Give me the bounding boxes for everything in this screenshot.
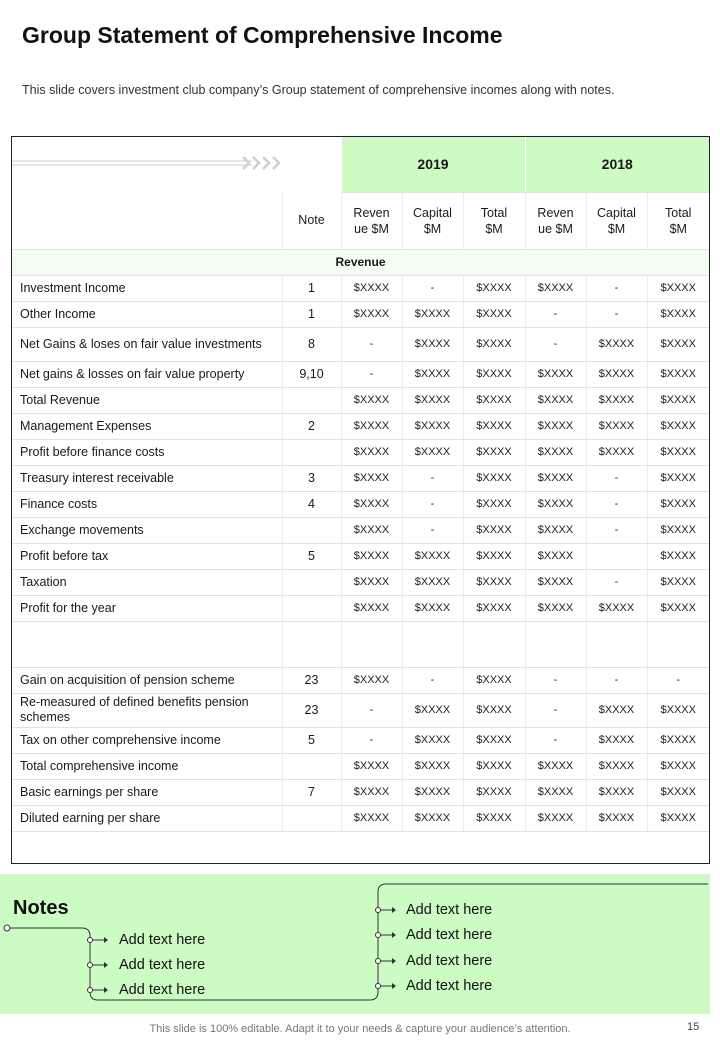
row-note: 2 bbox=[282, 413, 341, 439]
col-header-revenue-2019: Reven ue $M bbox=[341, 192, 402, 249]
row-value: - bbox=[525, 327, 586, 361]
row-value: - bbox=[402, 491, 463, 517]
row-label: Re-measured of defined benefits pension schemes bbox=[12, 693, 282, 727]
row-value: $XXXX bbox=[647, 413, 709, 439]
row-note: 23 bbox=[282, 667, 341, 693]
row-value: $XXXX bbox=[525, 543, 586, 569]
row-value: $XXXX bbox=[341, 779, 402, 805]
row-note: 3 bbox=[282, 465, 341, 491]
row-value: $XXXX bbox=[463, 543, 525, 569]
row-value: $XXXX bbox=[341, 491, 402, 517]
notes-left-item[interactable]: Add text here bbox=[119, 957, 206, 973]
row-label: Management Expenses bbox=[12, 413, 282, 439]
row-label: Taxation bbox=[12, 569, 282, 595]
row-note: 5 bbox=[282, 543, 341, 569]
row-value: $XXXX bbox=[586, 413, 647, 439]
row-value: $XXXX bbox=[525, 753, 586, 779]
decorative-arrow-cell bbox=[12, 137, 341, 192]
row-label: Total Revenue bbox=[12, 387, 282, 413]
row-value: - bbox=[341, 693, 402, 727]
notes-right-item[interactable]: Add text here bbox=[406, 902, 493, 918]
row-value: - bbox=[402, 667, 463, 693]
row-value: $XXXX bbox=[647, 387, 709, 413]
row-value: - bbox=[341, 361, 402, 387]
row-value: $XXXX bbox=[586, 387, 647, 413]
row-value: $XXXX bbox=[402, 327, 463, 361]
row-value: $XXXX bbox=[402, 301, 463, 327]
row-value: $XXXX bbox=[402, 387, 463, 413]
row-note: 1 bbox=[282, 301, 341, 327]
row-value: $XXXX bbox=[525, 569, 586, 595]
row-label: Diluted earning per share bbox=[12, 805, 282, 831]
row-label: Profit before tax bbox=[12, 543, 282, 569]
notes-connector-lines bbox=[0, 874, 720, 1014]
table-row bbox=[12, 693, 709, 727]
row-value: - bbox=[586, 667, 647, 693]
row-value: - bbox=[647, 667, 709, 693]
row-value: $XXXX bbox=[463, 491, 525, 517]
row-value: $XXXX bbox=[402, 439, 463, 465]
row-value: - bbox=[402, 275, 463, 301]
row-label: Net Gains & loses on fair value investments bbox=[12, 327, 282, 361]
table-row bbox=[12, 387, 709, 413]
row-note: 23 bbox=[282, 693, 341, 727]
row-value: - bbox=[586, 491, 647, 517]
row-value: $XXXX bbox=[463, 327, 525, 361]
row-note bbox=[282, 805, 341, 831]
row-note: 4 bbox=[282, 491, 341, 517]
row-value: $XXXX bbox=[463, 727, 525, 753]
row-value: $XXXX bbox=[525, 779, 586, 805]
row-value bbox=[525, 621, 586, 667]
table-row bbox=[12, 361, 709, 387]
row-value: $XXXX bbox=[525, 805, 586, 831]
row-value: - bbox=[525, 667, 586, 693]
row-value: $XXXX bbox=[402, 569, 463, 595]
notes-left-item[interactable]: Add text here bbox=[119, 932, 206, 948]
row-value: $XXXX bbox=[341, 387, 402, 413]
row-value: - bbox=[586, 275, 647, 301]
notes-right-item[interactable]: Add text here bbox=[406, 953, 493, 969]
row-value: $XXXX bbox=[586, 779, 647, 805]
row-value: - bbox=[525, 727, 586, 753]
row-value: $XXXX bbox=[341, 465, 402, 491]
row-note bbox=[282, 569, 341, 595]
row-note: 8 bbox=[282, 327, 341, 361]
row-value: $XXXX bbox=[463, 805, 525, 831]
table-row bbox=[12, 727, 709, 753]
row-value: $XXXX bbox=[402, 779, 463, 805]
col-header-capital-2018: Capital $M bbox=[586, 192, 647, 249]
row-value: $XXXX bbox=[525, 517, 586, 543]
row-value: $XXXX bbox=[647, 543, 709, 569]
row-label: Exchange movements bbox=[12, 517, 282, 543]
row-value: $XXXX bbox=[647, 569, 709, 595]
row-value: $XXXX bbox=[647, 327, 709, 361]
row-value bbox=[341, 621, 402, 667]
notes-right-item[interactable]: Add text here bbox=[406, 927, 493, 943]
col-header-capital-2019: Capital $M bbox=[402, 192, 463, 249]
row-value: $XXXX bbox=[402, 543, 463, 569]
table-row bbox=[12, 543, 709, 569]
table-row bbox=[12, 753, 709, 779]
row-value: $XXXX bbox=[463, 465, 525, 491]
row-value: - bbox=[402, 517, 463, 543]
row-value: $XXXX bbox=[402, 727, 463, 753]
row-value: - bbox=[586, 517, 647, 543]
income-statement-table bbox=[12, 137, 709, 832]
table-row bbox=[12, 301, 709, 327]
row-value: $XXXX bbox=[586, 727, 647, 753]
row-note: 9,10 bbox=[282, 361, 341, 387]
year-2019-header: 2019 bbox=[341, 137, 525, 192]
row-note bbox=[282, 595, 341, 621]
row-note: 5 bbox=[282, 727, 341, 753]
row-value: $XXXX bbox=[525, 413, 586, 439]
row-value: $XXXX bbox=[525, 361, 586, 387]
row-value: $XXXX bbox=[341, 805, 402, 831]
row-value: - bbox=[586, 569, 647, 595]
row-note bbox=[282, 753, 341, 779]
row-value: $XXXX bbox=[647, 361, 709, 387]
row-value: $XXXX bbox=[525, 595, 586, 621]
row-value: $XXXX bbox=[463, 667, 525, 693]
row-note bbox=[282, 517, 341, 543]
row-value: $XXXX bbox=[463, 693, 525, 727]
row-value: $XXXX bbox=[647, 275, 709, 301]
col-header-total-2019: Total $M bbox=[463, 192, 525, 249]
section-header-row bbox=[12, 249, 709, 275]
row-value: $XXXX bbox=[525, 275, 586, 301]
row-label: Finance costs bbox=[12, 491, 282, 517]
page-number: 15 bbox=[687, 1021, 700, 1033]
row-value: $XXXX bbox=[586, 805, 647, 831]
row-value: $XXXX bbox=[402, 413, 463, 439]
row-value: - bbox=[341, 727, 402, 753]
row-value: - bbox=[402, 465, 463, 491]
table-row bbox=[12, 595, 709, 621]
table-row bbox=[12, 569, 709, 595]
row-value: $XXXX bbox=[341, 301, 402, 327]
income-statement-table-frame bbox=[11, 136, 710, 864]
row-value: $XXXX bbox=[463, 387, 525, 413]
row-value: $XXXX bbox=[647, 595, 709, 621]
row-value bbox=[586, 621, 647, 667]
table-row bbox=[12, 275, 709, 301]
row-value: $XXXX bbox=[647, 805, 709, 831]
row-value: $XXXX bbox=[463, 753, 525, 779]
row-note bbox=[282, 439, 341, 465]
row-note: 7 bbox=[282, 779, 341, 805]
row-value: $XXXX bbox=[586, 439, 647, 465]
row-label: Gain on acquisition of pension scheme bbox=[12, 667, 282, 693]
row-value: - bbox=[525, 693, 586, 727]
row-value: $XXXX bbox=[586, 753, 647, 779]
row-value: $XXXX bbox=[341, 595, 402, 621]
row-value: $XXXX bbox=[647, 301, 709, 327]
row-value: $XXXX bbox=[525, 491, 586, 517]
note-header: Note bbox=[282, 192, 341, 249]
row-value: $XXXX bbox=[341, 517, 402, 543]
row-note bbox=[282, 621, 341, 667]
row-value: $XXXX bbox=[341, 543, 402, 569]
row-value: $XXXX bbox=[341, 275, 402, 301]
row-value: - bbox=[341, 327, 402, 361]
row-value: - bbox=[525, 301, 586, 327]
row-label: Tax on other comprehensive income bbox=[12, 727, 282, 753]
page-subtitle: This slide covers investment club company’s Group statement of comprehensive incomes along with notes. bbox=[22, 83, 615, 97]
row-value: - bbox=[586, 301, 647, 327]
section-label: Revenue bbox=[12, 249, 709, 275]
row-label: Profit for the year bbox=[12, 595, 282, 621]
row-value: $XXXX bbox=[647, 439, 709, 465]
row-value: $XXXX bbox=[586, 595, 647, 621]
row-label: Total comprehensive income bbox=[12, 753, 282, 779]
row-value: $XXXX bbox=[647, 779, 709, 805]
row-value: $XXXX bbox=[647, 517, 709, 543]
table-row bbox=[12, 327, 709, 361]
row-value: $XXXX bbox=[463, 517, 525, 543]
row-value: $XXXX bbox=[341, 753, 402, 779]
table-row bbox=[12, 465, 709, 491]
row-value: $XXXX bbox=[341, 569, 402, 595]
row-value: $XXXX bbox=[341, 413, 402, 439]
year-header-row bbox=[12, 137, 709, 192]
row-value bbox=[402, 621, 463, 667]
table-row bbox=[12, 667, 709, 693]
row-value: $XXXX bbox=[402, 805, 463, 831]
row-value: $XXXX bbox=[647, 727, 709, 753]
row-value: $XXXX bbox=[586, 327, 647, 361]
row-value: $XXXX bbox=[647, 753, 709, 779]
row-value: $XXXX bbox=[402, 753, 463, 779]
row-value: $XXXX bbox=[463, 361, 525, 387]
row-value bbox=[586, 543, 647, 569]
row-label: Profit before finance costs bbox=[12, 439, 282, 465]
label-header-cell bbox=[12, 192, 282, 249]
row-note bbox=[282, 387, 341, 413]
column-header-row bbox=[12, 192, 709, 249]
arrow-decoration-icon bbox=[12, 147, 282, 177]
row-value: $XXXX bbox=[341, 667, 402, 693]
row-value: - bbox=[586, 465, 647, 491]
row-value: $XXXX bbox=[463, 301, 525, 327]
row-value: $XXXX bbox=[402, 693, 463, 727]
row-value bbox=[463, 621, 525, 667]
row-value: $XXXX bbox=[525, 387, 586, 413]
col-header-revenue-2018: Reven ue $M bbox=[525, 192, 586, 249]
row-note: 1 bbox=[282, 275, 341, 301]
table-row bbox=[12, 517, 709, 543]
row-value: $XXXX bbox=[647, 465, 709, 491]
notes-left-item[interactable]: Add text here bbox=[119, 982, 206, 998]
row-value: $XXXX bbox=[463, 413, 525, 439]
row-value: $XXXX bbox=[525, 439, 586, 465]
table-row bbox=[12, 805, 709, 831]
row-value: $XXXX bbox=[463, 275, 525, 301]
row-value: $XXXX bbox=[647, 491, 709, 517]
row-label: Basic earnings per share bbox=[12, 779, 282, 805]
row-value: $XXXX bbox=[525, 465, 586, 491]
row-value: $XXXX bbox=[463, 439, 525, 465]
row-label bbox=[12, 621, 282, 667]
year-2018-header: 2018 bbox=[525, 137, 709, 192]
row-label: Other Income bbox=[12, 301, 282, 327]
row-value: $XXXX bbox=[402, 361, 463, 387]
footer-text: This slide is 100% editable. Adapt it to your needs & capture your audience’s attention. bbox=[149, 1023, 571, 1035]
table-row bbox=[12, 779, 709, 805]
row-label: Treasury interest receivable bbox=[12, 465, 282, 491]
col-header-total-2018: Total $M bbox=[647, 192, 709, 249]
row-value: $XXXX bbox=[341, 439, 402, 465]
table-row bbox=[12, 491, 709, 517]
row-value: $XXXX bbox=[463, 779, 525, 805]
spacer-row bbox=[12, 621, 709, 667]
notes-right-item[interactable]: Add text here bbox=[406, 978, 493, 994]
notes-title: Notes bbox=[13, 897, 69, 919]
row-label: Investment Income bbox=[12, 275, 282, 301]
row-value: $XXXX bbox=[463, 569, 525, 595]
row-value: $XXXX bbox=[586, 693, 647, 727]
row-value: $XXXX bbox=[647, 693, 709, 727]
row-value bbox=[647, 621, 709, 667]
page-title: Group Statement of Comprehensive Income bbox=[22, 22, 503, 48]
row-value: $XXXX bbox=[463, 595, 525, 621]
row-value: $XXXX bbox=[402, 595, 463, 621]
row-label: Net gains & losses on fair value property bbox=[12, 361, 282, 387]
table-row bbox=[12, 439, 709, 465]
table-row bbox=[12, 413, 709, 439]
row-value: $XXXX bbox=[586, 361, 647, 387]
